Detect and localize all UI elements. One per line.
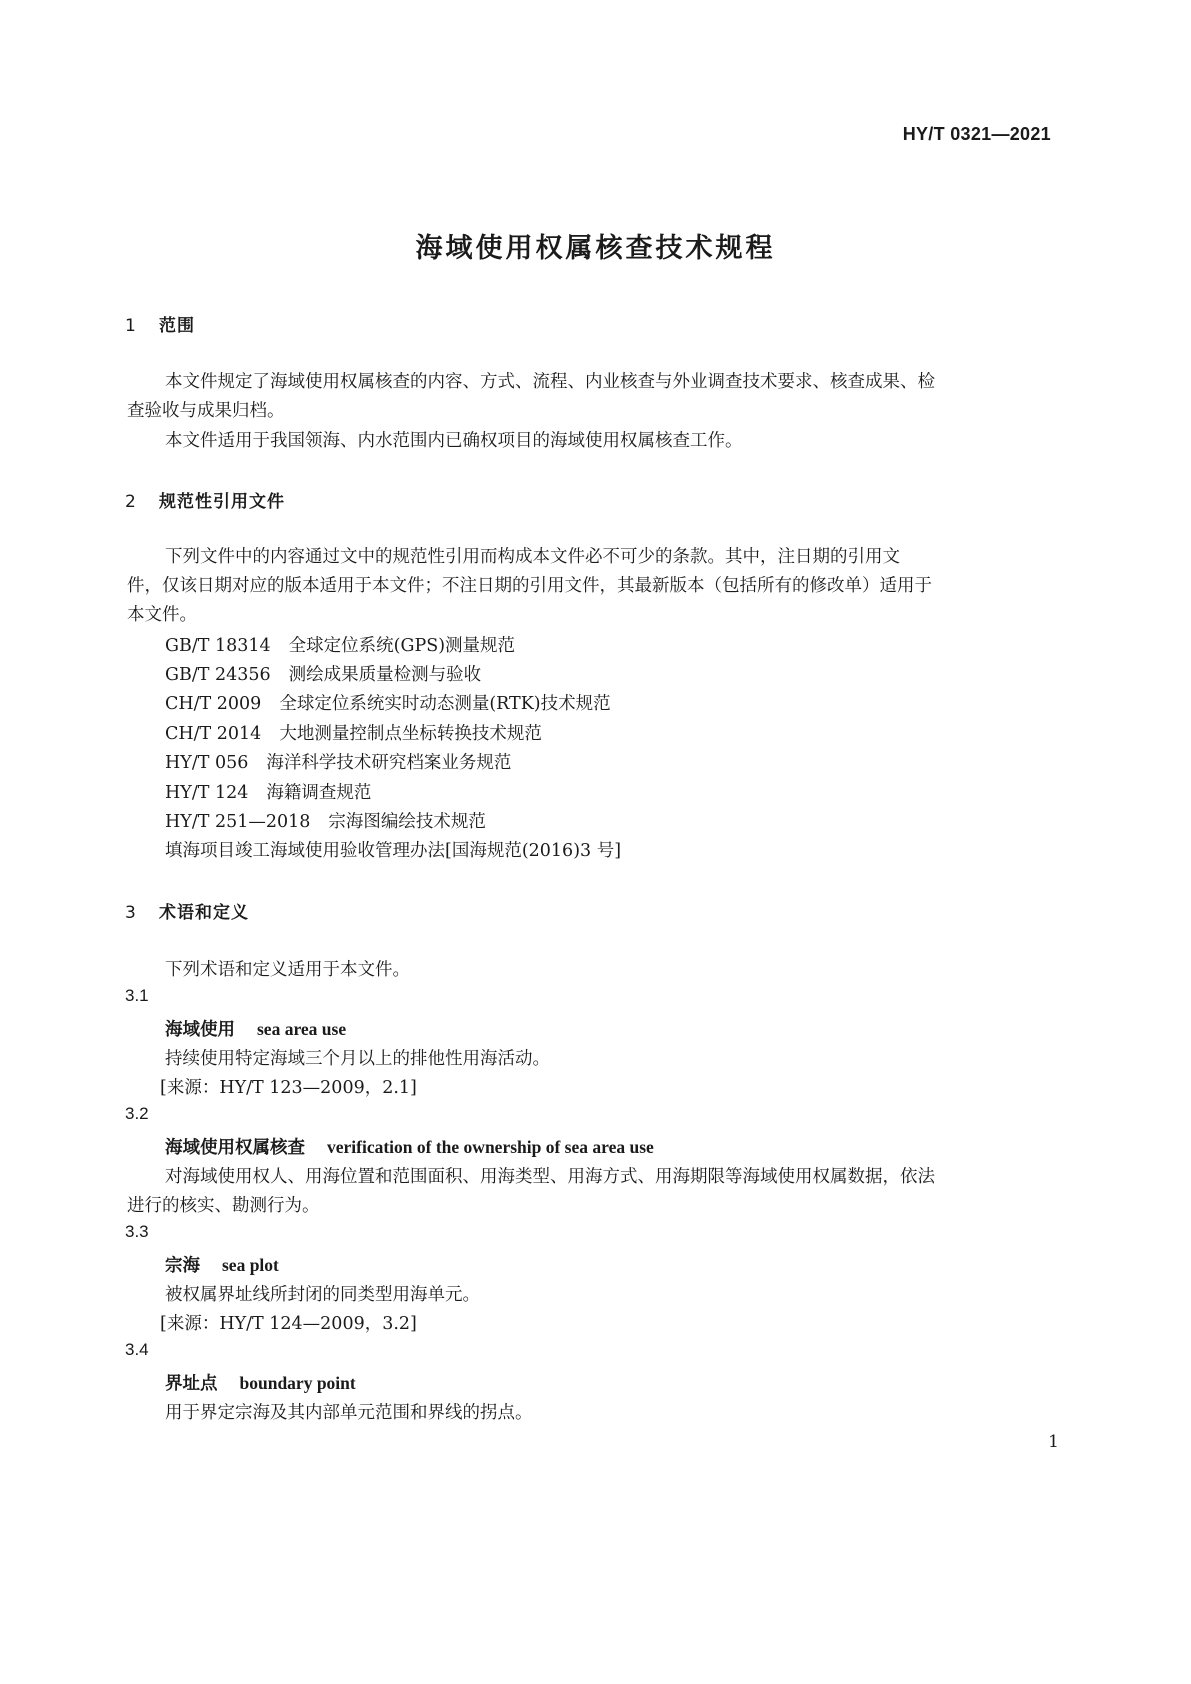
reference-title: 大地测量控制点坐标转换技术规范 (279, 724, 542, 744)
term-heading (165, 1370, 356, 1395)
reference-code: GB/T 24356 (165, 665, 271, 685)
section-2-intro-line-3: 本文件。 (127, 605, 197, 625)
reference-title: 海洋科学技术研究档案业务规范 (266, 753, 512, 773)
reference-item (165, 690, 611, 715)
page-number: 1 (1048, 1432, 1059, 1452)
term-definition: 用于界定宗海及其内部单元范围和界线的拐点。 (165, 1403, 533, 1423)
section-1-para-1-line-1: 本文件规定了海域使用权属核查的内容、方式、流程、内业核查与外业调查技术要求、核查成果、检 (165, 372, 935, 392)
term-heading (165, 1016, 346, 1041)
section-2-intro-line-1: 下列文件中的内容通过文中的规范性引用而构成本文件必不可少的条款。其中，注日期的引用文 (165, 547, 900, 567)
section-3-number: 3 (125, 903, 137, 923)
section-1-title: 范围 (159, 316, 195, 336)
reference-code: HY/T 251—2018 (165, 812, 311, 832)
section-1-number: 1 (125, 316, 137, 336)
standard-code: HY/T 0321—2021 (902, 124, 1051, 144)
term-number: 3.3 (125, 1222, 149, 1241)
term-english: sea area use (257, 1019, 347, 1039)
reference-item (165, 779, 371, 804)
term-chinese: 海域使用权属核查 (165, 1138, 305, 1158)
term-definition-continued: 进行的核实、勘测行为。 (127, 1196, 320, 1216)
reference-code: GB/T 18314 (165, 636, 271, 656)
term-number: 3.4 (125, 1340, 149, 1359)
reference-title: 全球定位系统实时动态测量(RTK)技术规范 (279, 694, 611, 714)
reference-code: HY/T 124 (165, 783, 249, 803)
term-heading (165, 1252, 279, 1277)
term-source: [来源：HY/T 124—2009，3.2] (160, 1314, 417, 1334)
reference-item (165, 720, 542, 745)
term-heading (165, 1134, 654, 1159)
term-definition: 对海域使用权人、用海位置和范围面积、用海类型、用海方式、用海期限等海域使用权属数据，依法 (165, 1167, 935, 1187)
reference-title: 海籍调查规范 (266, 783, 372, 803)
reference-title: 宗海图编绘技术规范 (328, 812, 486, 832)
section-1-para-1-line-2: 查验收与成果归档。 (127, 401, 285, 421)
term-english: boundary point (239, 1373, 356, 1393)
term-chinese: 界址点 (165, 1374, 218, 1394)
section-2-heading (125, 487, 285, 512)
reference-title: 全球定位系统(GPS)测量规范 (288, 636, 516, 656)
reference-item: 填海项目竣工海域使用验收管理办法[国海规范(2016)3 号] (165, 841, 622, 861)
section-2-title: 规范性引用文件 (159, 492, 285, 512)
term-number: 3.2 (125, 1104, 149, 1123)
reference-code: CH/T 2014 (165, 724, 262, 744)
reference-item (165, 632, 515, 657)
document-title: 海域使用权属核查技术规程 (415, 233, 776, 264)
term-chinese: 宗海 (165, 1256, 200, 1276)
reference-title: 测绘成果质量检测与验收 (288, 665, 482, 685)
reference-code: HY/T 056 (165, 753, 249, 773)
term-source: [来源：HY/T 123—2009，2.1] (160, 1078, 417, 1098)
reference-code: CH/T 2009 (165, 694, 262, 714)
reference-item (165, 749, 511, 774)
reference-item (165, 808, 486, 833)
section-1-heading (125, 311, 195, 336)
term-english: sea plot (222, 1255, 279, 1275)
section-3-heading (125, 898, 249, 923)
section-2-intro-line-2: 件，仅该日期对应的版本适用于本文件；不注日期的引用文件，其最新版本（包括所有的修改单）适用于 (127, 576, 932, 596)
term-english: verification of the ownership of sea area use (327, 1137, 654, 1157)
reference-item (165, 661, 481, 686)
term-definition: 被权属界址线所封闭的同类型用海单元。 (165, 1285, 480, 1305)
term-chinese: 海域使用 (165, 1020, 235, 1040)
term-number: 3.1 (125, 986, 149, 1005)
section-3-title: 术语和定义 (159, 903, 249, 923)
term-definition: 持续使用特定海域三个月以上的排他性用海活动。 (165, 1049, 550, 1069)
section-1-para-2: 本文件适用于我国领海、内水范围内已确权项目的海域使用权属核查工作。 (165, 431, 743, 451)
section-2-number: 2 (125, 492, 137, 512)
section-3-intro: 下列术语和定义适用于本文件。 (165, 960, 410, 980)
